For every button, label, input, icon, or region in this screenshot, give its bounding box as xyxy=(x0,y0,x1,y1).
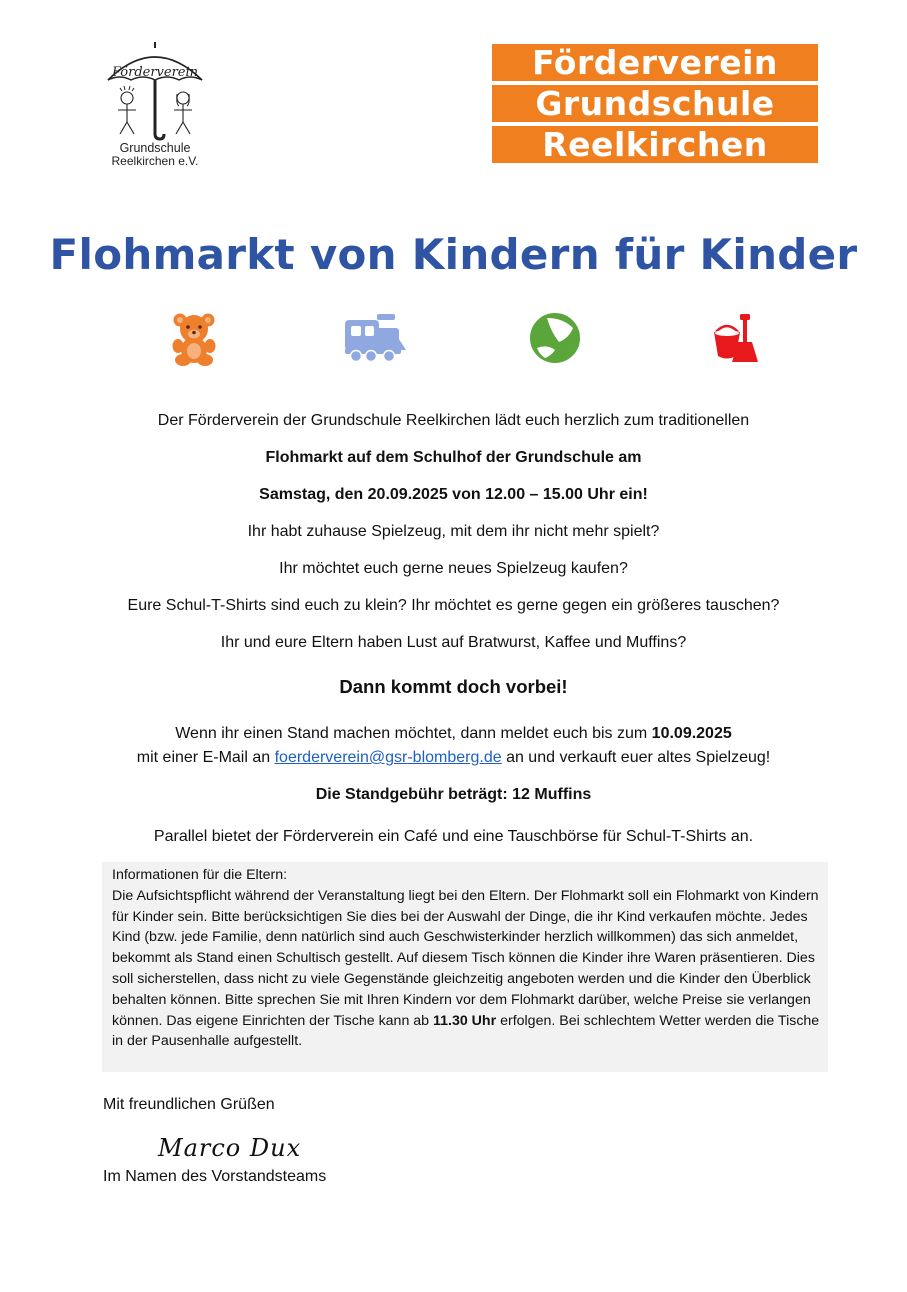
fee-line: Die Standgebühr beträgt: 12 Muffins xyxy=(315,786,592,803)
register-text: Wenn ihr einen Stand machen möchtet, dann meldet euch bis zum xyxy=(175,725,648,742)
question-3: Eure Schul-T-Shirts sind euch zu klein? Ihr möchtet es gerne gegen ein größeres tauschen? xyxy=(127,597,780,614)
logo-script-text: Förderverein xyxy=(111,65,199,80)
brand-wordmark xyxy=(492,44,818,167)
email-suffix: an und verkauft euer altes Spielzeug! xyxy=(506,749,771,766)
signature: Marco Dux xyxy=(158,1134,302,1162)
setup-time: 11.30 Uhr xyxy=(433,1012,497,1029)
wordmark-line-1: Förderverein xyxy=(492,44,818,81)
parallel-line: Parallel bietet der Förderverein ein Café und eine Tauschbörse für Schul-T-Shirts an. xyxy=(153,828,754,845)
parent-info-body-2: erfolgen. Bei schlechtem Wetter werden die Tische in der Pausenhalle aufgestellt. xyxy=(112,1012,820,1050)
register-line xyxy=(0,724,907,744)
question-1: Ihr habt zuhause Spielzeug, mit dem ihr nicht mehr spielt? xyxy=(247,523,660,540)
intro-line: Der Förderverein der Grundschule Reelkirchen lädt euch herzlich zum traditionellen xyxy=(157,412,750,429)
wordmark-line-2: Grundschule xyxy=(492,85,818,122)
toy-train-icon xyxy=(343,312,407,362)
question-2: Ihr möchtet euch gerne neues Spielzeug kaufen? xyxy=(279,560,628,577)
logo-left-line2: Reelkirchen e.V. xyxy=(111,154,199,168)
parent-info-body-1: Die Aufsichtspflicht während der Veranstaltung liegt bei den Eltern. Der Flohmarkt soll ein Flohmarkt von Kindern für Kinder sein. Bitte berücksichtigen Sie dies bei der Auswahl der Dinge, die ihr Kind verkaufen möchte. Jedes Kind (bzw. jede Familie, denn natürlich sind auch Geschwisterkinder herzlich willkommen) das sich anmeldet, bekommt als Stand einen Schultisch gestellt. Auf diesem Tisch können die Kinder ihre Waren präsentieren. Dies soll sicherstellen, dass nicht zu viele Gegenstände gleichzeitig angeboten werden und die Kinder den Überblick behalten können. Bitte sprechen Sie mit Ihren Kindern vor dem Flohmarkt darüber, welche Preise sie verlangen können. Das eigene Einrichten der Tische kann ab xyxy=(112,887,819,1029)
call-to-action: Dann kommt doch vorbei! xyxy=(339,676,568,697)
parent-info-text xyxy=(112,865,824,1052)
question-4: Ihr und eure Eltern haben Lust auf Bratwurst, Kaffee und Muffins? xyxy=(220,634,687,651)
teddy-bear-icon xyxy=(171,312,217,366)
location-line: Flohmarkt auf dem Schulhof der Grundschule am xyxy=(265,449,642,466)
beach-ball-icon xyxy=(529,312,581,364)
email-prefix: mit einer E-Mail an xyxy=(136,749,271,766)
date-line: Samstag, den 20.09.2025 von 12.00 – 15.00 Uhr ein! xyxy=(259,486,648,503)
register-deadline: 10.09.2025 xyxy=(651,725,732,742)
club-logo xyxy=(100,38,210,173)
toy-icons-row xyxy=(0,312,907,368)
logo-left-line1: Grundschule xyxy=(119,141,191,155)
wordmark-line-3: Reelkirchen xyxy=(492,126,818,163)
email-line xyxy=(0,748,907,768)
email-link[interactable]: foerderverein@gsr-blomberg.de xyxy=(274,749,502,766)
greeting: Mit freundlichen Grüßen xyxy=(103,1096,275,1113)
umbrella-kids-icon xyxy=(100,38,210,143)
signoff: Im Namen des Vorstandsteams xyxy=(103,1168,327,1185)
bucket-shovel-icon xyxy=(712,312,764,366)
page-title: Flohmarkt von Kindern für Kinder xyxy=(49,230,858,279)
parent-info-heading: Informationen für die Eltern: xyxy=(112,867,288,883)
parent-info-box xyxy=(102,862,828,1072)
